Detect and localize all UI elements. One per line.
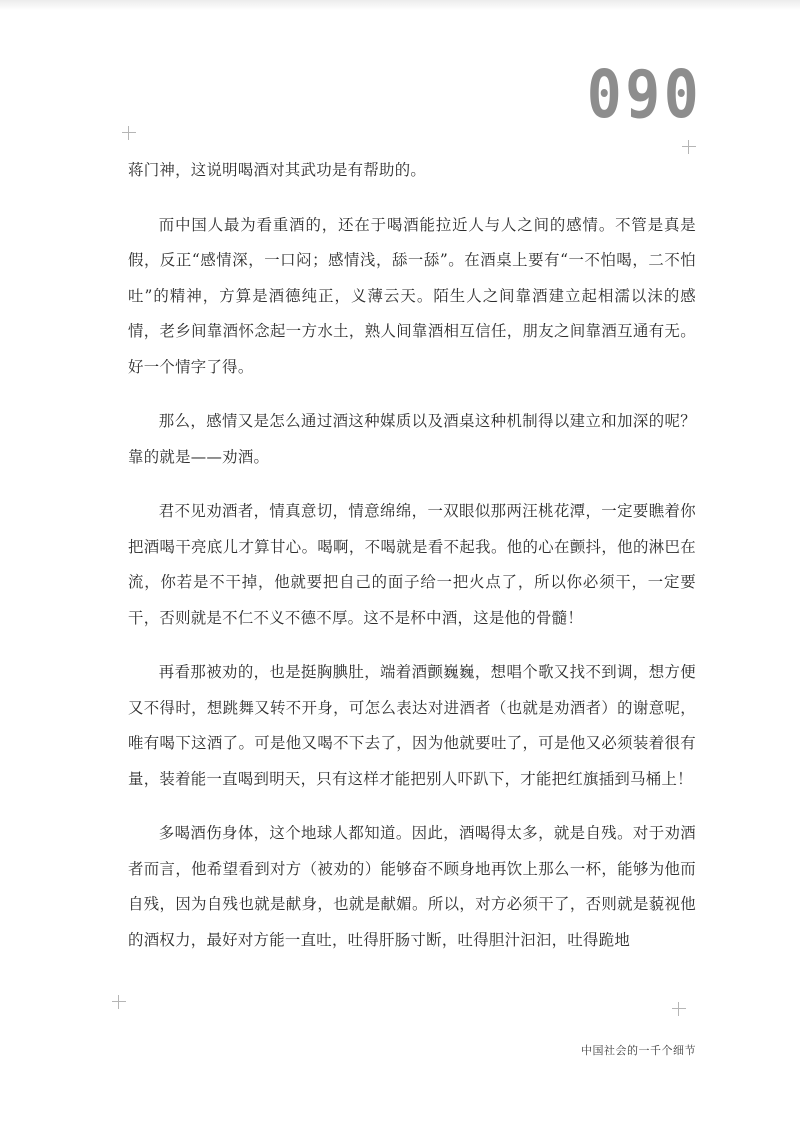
paragraph: 那么，感情又是怎么通过酒这种媒质以及酒桌这种机制得以建立和加深的呢？靠的就是——劝酒。	[128, 412, 696, 466]
paragraph: 而中国人最为看重酒的，还在于喝酒能拉近人与人之间的感情。不管是真是假，反正“感情深，一口闷；感情浅，舔一舔”。在酒桌上要有“一不怕喝，二不怕吐”的精神，方算是酒德纯正，义薄云天。陌生人之间靠酒建立起相濡以沫的感情，老乡间靠酒怀念起一方水土，熟人间靠酒相互信任，朋友之间靠酒互通有无。好一个情字了得。	[128, 215, 696, 376]
crop-mark-bottom-right	[672, 1002, 686, 1016]
scan-top-edge	[0, 0, 800, 10]
crop-mark-bottom-left	[112, 995, 126, 1009]
page-number: 090	[586, 56, 702, 133]
paragraph-continued: 蒋门神，这说明喝酒对其武功是有帮助的。	[128, 161, 427, 179]
paragraph: 再看那被劝的，也是挺胸腆肚，端着酒颤巍巍，想唱个歌又找不到调，想方便又不得时，想跳舞又转不开身，可怎么表达对进酒者（也就是劝酒者）的谢意呢，唯有喝下这酒了。可是他又喝不下去了，因为他就要吐了，可是他又必须装着很有量，装着能一直喝到明天，只有这样才能把别人吓趴下，才能把红旗插到马桶上！	[128, 663, 696, 788]
body-text	[128, 153, 696, 977]
paragraph: 君不见劝酒者，情真意切，情意绵绵，一双眼似那两汪桃花潭，一定要瞧着你把酒喝干亮底儿才算甘心。喝啊，不喝就是看不起我。他的心在颤抖，他的淋巴在流，你若是不干掉，他就要把自己的面子给一把火点了，所以你必须干，一定要干，否则就是不仁不义不德不厚。这不是杯中酒，这是他的骨髓！	[128, 502, 696, 627]
running-footer-title: 中国社会的一千个细节	[581, 1044, 696, 1057]
paragraph: 多喝酒伤身体，这个地球人都知道。因此，酒喝得太多，就是自残。对于劝酒者而言，他希望看到对方（被劝的）能够奋不顾身地再饮上那么一杯，能够为他而自残，因为自残也就是献身，也就是献媚。所以，对方必须干了，否则就是藐视他的酒权力，最好对方能一直吐，吐得肝肠寸断，吐得胆汁汩汩，吐得跪地	[128, 824, 696, 949]
crop-mark-top-right	[682, 140, 696, 154]
crop-mark-top-left	[122, 126, 136, 140]
